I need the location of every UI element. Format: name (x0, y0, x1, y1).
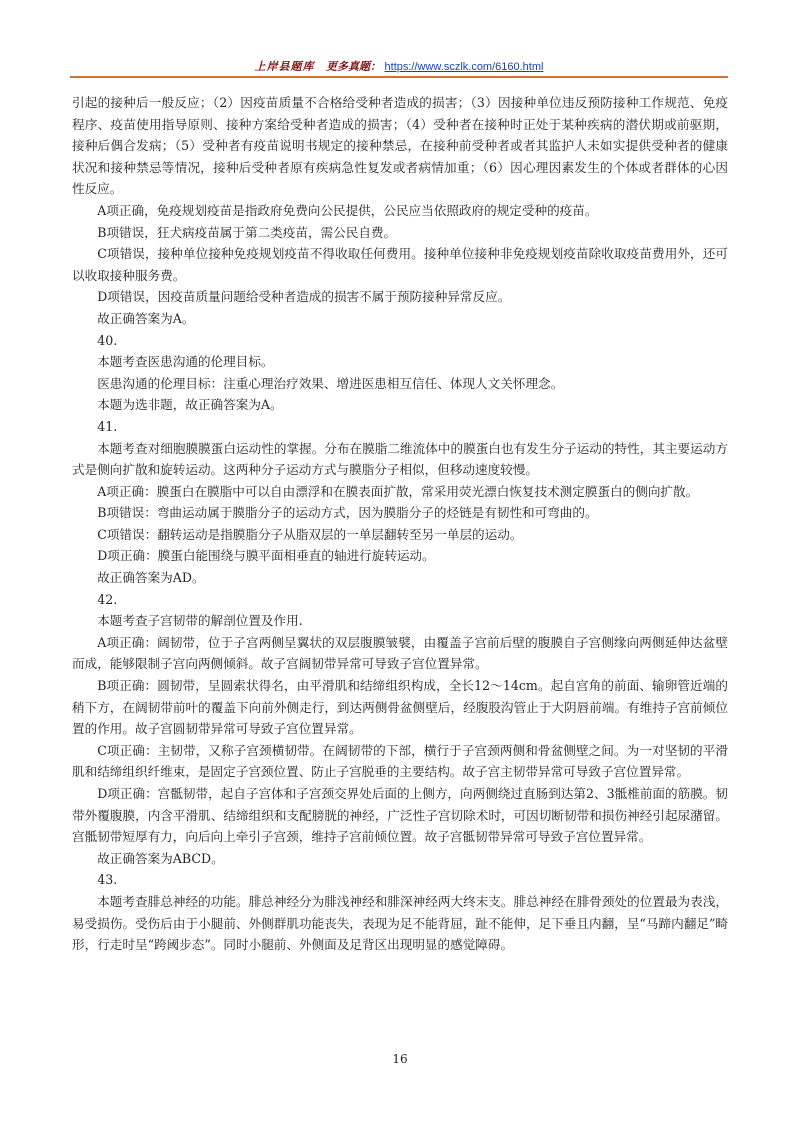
page-header (70, 58, 728, 76)
body-paragraph: B项正确：圆韧带，呈圆索状得名，由平滑肌和结缔组织构成，全长12～14cm。起自宫角的前面、输卵管近端的稍下方，在阔韧带前叶的覆盖下向前外侧走行，到达两侧骨盆侧壁后，经腹股沟管止于大阴唇前端。有维持子宫前倾位置的作用。故子宫圆韧带异常可导致子宫位置异常。 (72, 678, 728, 737)
body-paragraph: C项错误，接种单位接种免疫规划疫苗不得收取任何费用。接种单位接种非免疫规划疫苗除收取疫苗费用外，还可以收取接种服务费。 (72, 246, 728, 283)
body-paragraph: 40. (97, 332, 118, 348)
body-paragraph: 故正确答案为A。 (97, 310, 195, 326)
body-paragraph: B项错误，狂犬病疫苗属于第二类疫苗，需公民自费。 (97, 224, 397, 240)
body-paragraph: D项正确：宫骶韧带，起自子宫体和子宫颈交界处后面的上侧方，向两侧绕过直肠到达第2、3骶椎前面的筋膜。韧带外覆腹膜，内含平滑肌、结缔组织和支配膀胱的神经，广泛性子宫切除术时，可因切断韧带和损伤神经引起尿潴留。宫骶韧带短厚有力，向后向上牵引子宫颈，维持子宫前倾位置。故子宫骶韧带异常可导致子宫位置异常。 (72, 786, 728, 845)
body-paragraph: 本题考查腓总神经的功能。腓总神经分为腓浅神经和腓深神经两大终末支。腓总神经在腓骨颈处的位置最为表浅，易受损伤。受伤后由于小腿前、外侧群肌功能丧失，表现为足不能背屈，趾不能伸，足下垂且内翻，呈“马蹄内翻足”畸形，行走时呈“跨阈步态”。同时小腿前、外侧面及足背区出现明显的感觉障碍。 (72, 893, 728, 953)
page-number: 16 (392, 1052, 408, 1066)
body-paragraph: 故正确答案为ABCD。 (97, 850, 224, 866)
body-paragraph: 41. (97, 418, 118, 434)
header-link[interactable]: https://www.sczlk.com/6160.html (384, 61, 544, 73)
body-paragraph: 引起的接种后一般反应；（2）因疫苗质量不合格给受种者造成的损害；（3）因接种单位违反预防接种工作规范、免疫程序、疫苗使用指导原则、接种方案给受种者造成的损害；（4）受种者在接种时正处于某种疾病的潜伏期或前驱期，接种后偶合发病；（5）受种者有疫苗说明书规定的接种禁忌，在接种前受种者或者其监护人未如实提供受种者的健康状况和接种禁忌等情况，接种后受种者原有疾病急性复发或者病情加重；（6）因心理因素发生的个体或者群体的心因性反应。 (72, 95, 728, 197)
body-paragraph: C项错误：翻转运动是指膜脂分子从脂双层的一单层翻转至另一单层的运动。 (97, 526, 523, 542)
body-paragraph: D项错误，因疫苗质量问题给受种者造成的损害不属于预防接种异常反应。 (97, 289, 511, 305)
header-more-label: 更多真题： (326, 60, 382, 73)
body-paragraph: 故正确答案为AD。 (97, 570, 205, 586)
body-paragraph: 43. (97, 872, 118, 888)
body-paragraph: A项正确：膜蛋白在膜脂中可以自由漂浮和在膜表面扩散，常采用荧光漂白恢复技术测定膜蛋白的侧向扩散。 (97, 483, 699, 499)
body-paragraph: 本题为选非题，故正确答案为A。 (97, 397, 283, 413)
document-body (72, 92, 728, 956)
body-paragraph: C项正确：主韧带，又称子宫颈横韧带。在阔韧带的下部，横行于子宫颈两侧和骨盆侧壁之间。为一对坚韧的平滑肌和结缔组织纤维束，是固定子宫颈位置、防止子宫脱垂的主要结构。故子宫主韧带异常可导致子宫位置异常。 (72, 742, 728, 780)
body-paragraph: B项错误：弯曲运动属于膜脂分子的运动方式，因为膜脂分子的烃链是有韧性和可弯曲的。 (97, 505, 598, 521)
body-paragraph: 本题考查医患沟通的伦理目标。 (97, 354, 274, 370)
body-paragraph: D项正确：膜蛋白能围绕与膜平面相垂直的轴进行旋转运动。 (97, 548, 435, 564)
body-paragraph: 本题考查对细胞膜膜蛋白运动性的掌握。分布在膜脂二维流体中的膜蛋白也有发生分子运动的特性，其主要运动方式是侧向扩散和旋转运动。这两种分子运动方式与膜脂分子相似，但移动速度较慢。 (72, 440, 728, 478)
body-paragraph: 本题考查子宫韧带的解剖位置及作用. (97, 613, 303, 629)
header-divider (70, 76, 728, 78)
body-paragraph: 42. (97, 591, 118, 607)
body-paragraph: 医患沟通的伦理目标：注重心理治疗效果、增进医患相互信任、体现人文关怀理念。 (97, 375, 564, 391)
body-paragraph: A项正确：阔韧带，位于子宫两侧呈翼状的双层腹膜皱襞，由覆盖子宫前后壁的腹膜自子宫侧缘向两侧延伸达盆壁而成，能够限制子宫向两侧倾斜。故子宫阔韧带异常可导致子宫位置异常。 (72, 634, 728, 672)
body-paragraph: A项正确，免疫规划疫苗是指政府免费向公民提供，公民应当依照政府的规定受种的疫苗。 (97, 202, 598, 218)
header-site-name: 上岸县题库 (254, 60, 315, 73)
